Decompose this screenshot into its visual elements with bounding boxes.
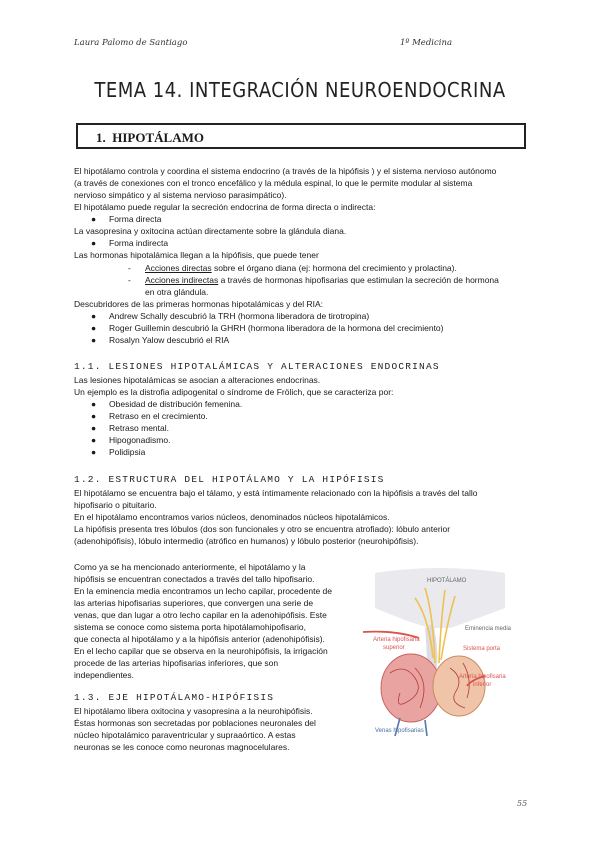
sub2-para2-line: En el lecho capilar que se observa en la neurohipófisis, la irrigación bbox=[74, 646, 328, 656]
bullet-dot: ● bbox=[91, 238, 97, 248]
dash-marker: - bbox=[128, 263, 131, 273]
sub3-line: Éstas hormonas son secretadas por poblaciones neuronales del bbox=[74, 718, 316, 728]
discoverer-item: Rosalyn Yalow descubrió el RIA bbox=[109, 335, 230, 345]
indirect-text: Las hormonas hipotalámica llegan a la hipófisis, que puede tener bbox=[74, 250, 319, 260]
direct-label: Forma directa bbox=[109, 214, 162, 224]
sub2-para2-line: venas, que dan lugar a otro lecho capilar en la adenohipófisis. Este bbox=[74, 610, 327, 620]
sub1-bullet: Retraso en el crecimiento. bbox=[109, 411, 208, 421]
action-indirect: Acciones indirectas a través de hormonas hipofisarias que estimulan la secreción de hormona bbox=[145, 275, 499, 285]
label-inf-artery-2: inferior bbox=[473, 682, 492, 688]
sub2-para2-line: sistema se conoce como sistema porta hipotálamohipofisario, bbox=[74, 622, 306, 632]
sub2-line: La hipófisis presenta tres lóbulos (dos son funcionales y otro se encuentra atrofiado): lóbulo anterior bbox=[74, 524, 451, 534]
sub1-bullet: Obesidad de distribución femenina. bbox=[109, 399, 243, 409]
label-median-eminence: Eminencia media bbox=[465, 626, 512, 632]
discoverers-intro: Descubridores de las primeras hormonas hipotalámicas y del RIA: bbox=[74, 299, 323, 309]
sub2-line: El hipotálamo se encuentra bajo el tálamo, y está íntimamente relacionado con la hipófisis a través del tallo bbox=[74, 488, 478, 498]
action-direct: Acciones directas sobre el órgano diana (ej: hormona del crecimiento y prolactina). bbox=[145, 263, 457, 273]
discoverer-item: Andrew Schally descubrió la TRH (hormona liberadora de tirotropina) bbox=[109, 311, 370, 321]
sub1-line: Las lesiones hipotalámicas se asocian a alteraciones endocrinas. bbox=[74, 375, 321, 385]
sub1-bullet: Retraso mental. bbox=[109, 423, 169, 433]
sub2-line: En el hipotálamo encontramos varios núcleos, denominados núcleos hipotalámicos. bbox=[74, 512, 390, 522]
label-sup-artery-2: superior bbox=[383, 645, 405, 651]
intro-line: El hipotálamo controla y coordina el sistema endocrino (a través de la hipófisis ) y el sistema nervioso autónomo bbox=[74, 166, 497, 176]
dash-marker: - bbox=[128, 275, 131, 285]
sub1-line: Un ejemplo es la distrofia adipogenital o síndrome de Frölich, que se caracteriza por: bbox=[74, 387, 394, 397]
sub1-bullet: Hipogonadismo. bbox=[109, 435, 171, 445]
sub2-para2-line: las arterias hipofisarias superiores, que convergen una serie de bbox=[74, 598, 314, 608]
intro-line: nervioso simpático y al sistema nervioso parasimpático). bbox=[74, 190, 287, 200]
bullet-dot: ● bbox=[91, 335, 97, 345]
bullet-dot: ● bbox=[91, 399, 97, 409]
discoverer-item: Roger Guillemin descubrió la GHRH (hormona liberadora de la hormona del crecimiento) bbox=[109, 323, 444, 333]
page-number: 55 bbox=[517, 799, 528, 808]
bullet-dot: ● bbox=[91, 435, 97, 445]
sub2-para2-line: hipófisis se encuentran conectados a través del tallo hipofisario. bbox=[74, 574, 315, 584]
intro-line: (a través de conexiones con el tronco encefálico y la médula espinal, lo que le permite modular al sistema bbox=[74, 178, 473, 188]
page-title: TEMA 14. INTEGRACIÓN NEUROENDOCRINA bbox=[94, 78, 506, 102]
label-inf-artery-1: Arteria hipofisaria bbox=[459, 674, 506, 680]
bullet-dot: ● bbox=[91, 447, 97, 457]
bullet-dot: ● bbox=[91, 214, 97, 224]
sub3-line: neuronas se les conoce como neuronas magnocelulares. bbox=[74, 742, 290, 752]
pituitary-diagram bbox=[355, 568, 525, 738]
sub3-line: El hipotálamo libera oxitocina y vasopresina a la neurohipófisis. bbox=[74, 706, 313, 716]
sub2-para2-line: Como ya se ha mencionado anteriormente, el hipotálamo y la bbox=[74, 562, 306, 572]
sub3-line: núcleo hipotalámico paraventricular y supraaórtico. A estas bbox=[74, 730, 296, 740]
label-veins: Venas hipofisarias bbox=[375, 728, 424, 734]
label-hypothalamus: HIPOTÁLAMO bbox=[427, 578, 467, 584]
sub2-para2-line: independientes. bbox=[74, 670, 135, 680]
sub1-bullet: Polidipsia bbox=[109, 447, 146, 457]
sub2-para2-line: En la eminencia media encontramos un lecho capilar, procedente de bbox=[74, 586, 332, 596]
bullet-dot: ● bbox=[91, 311, 97, 321]
sub2-line: hipofisario o pituitario. bbox=[74, 500, 157, 510]
intro-line: El hipotálamo puede regular la secreción endocrina de forma directa o indirecta: bbox=[74, 202, 376, 212]
sub2-line: (adenohipófisis), lóbulo intermedio (atrófico en humanos) y lóbulo posterior (neurohipófisis). bbox=[74, 536, 419, 546]
bullet-dot: ● bbox=[91, 423, 97, 433]
section-heading-box bbox=[76, 123, 526, 149]
header-author: Laura Palomo de Santiago bbox=[74, 38, 188, 48]
label-portal: Sistema porta bbox=[463, 646, 501, 652]
sub2-para2-line: que conecta al hipotálamo y a la hipófisis anterior (adenohipófisis). bbox=[74, 634, 325, 644]
header-course: 1º Medicina bbox=[400, 38, 453, 48]
sub2-para2-line: procede de las arterias hipofisarias inferiores, que son bbox=[74, 658, 279, 668]
bullet-dot: ● bbox=[91, 323, 97, 333]
section-heading: 1. HIPOTÁLAMO bbox=[96, 130, 204, 145]
bullet-dot: ● bbox=[91, 411, 97, 421]
subsection-heading: 1.2. ESTRUCTURA DEL HIPOTÁLAMO Y LA HIPÓFISIS bbox=[74, 474, 385, 485]
direct-text: La vasopresina y oxitocina actúan directamente sobre la glándula diana. bbox=[74, 226, 347, 236]
label-sup-artery-1: Arteria hipofisaria bbox=[373, 637, 420, 643]
action-indirect-cont: en otra glándula. bbox=[145, 287, 209, 297]
indirect-label: Forma indirecta bbox=[109, 238, 169, 248]
subsection-heading: 1.1. LESIONES HIPOTALÁMICAS Y ALTERACIONES ENDOCRINAS bbox=[74, 361, 440, 372]
subsection-heading: 1.3. EJE HIPOTÁLAMO-HIPÓFISIS bbox=[74, 692, 275, 703]
